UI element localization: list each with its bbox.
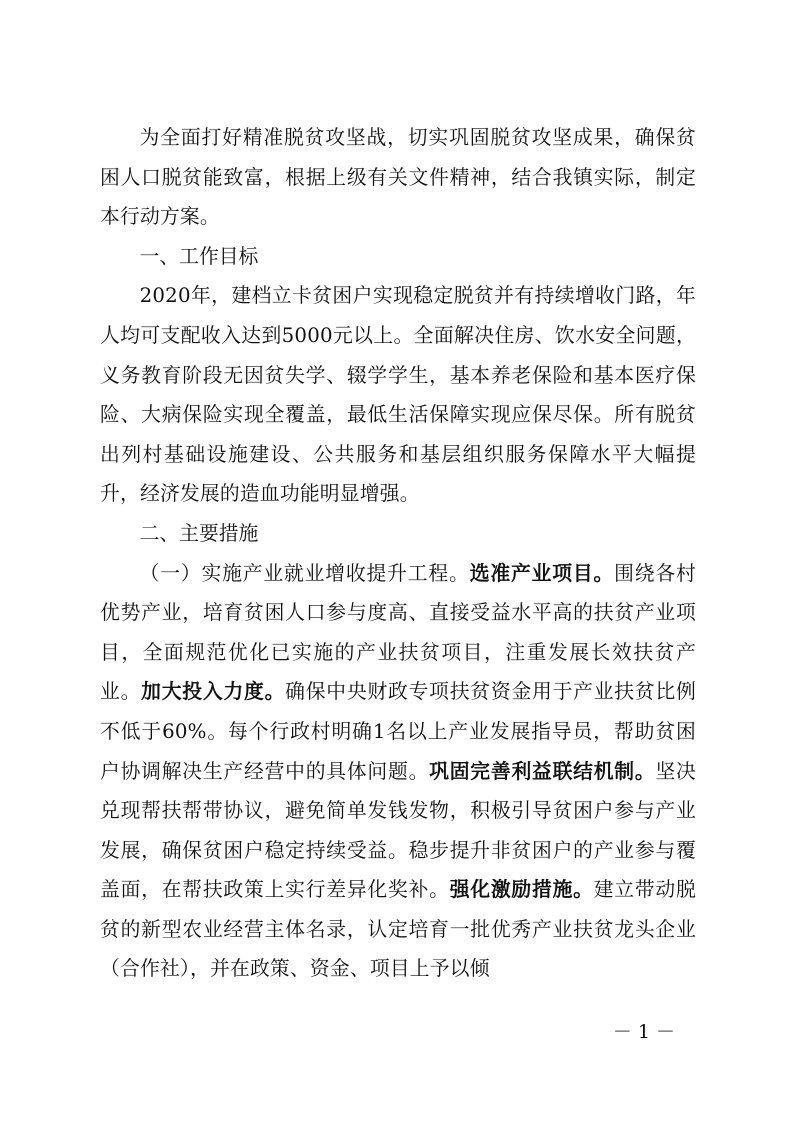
measure-bold-incentives: 强化激励措施。	[449, 878, 594, 902]
page-number: － 1 －	[612, 1021, 675, 1043]
measures-paragraph	[100, 554, 696, 990]
intro-paragraph: 为全面打好精准脱贫攻坚战，切实巩固脱贫攻坚成果，确保贫困人口脱贫能致富，根据上级有关文件精神，结合我镇实际，制定本行动方案。	[100, 126, 696, 229]
goals-paragraph: 2020年，建档立卡贫困户实现稳定脱贫并有持续增收门路，年人均可支配收入达到5000元以上。全面解决住房、饮水安全问题，义务教育阶段无因贫失学、辍学学生，基本养老保险和基本医疗保险、大病保险实现全覆盖，最低生活保障实现应保尽保。所有脱贫出列村基础设施建设、公共服务和基层组织服务保障水平大幅提升，经济发展的造血功能明显增强。	[100, 284, 696, 506]
measure-text-2: 确保中央财政专项扶贫资金用于产业扶贫比例不低于60%。每个行政村明确1名以上产业发展指导员，帮助贫困户协调解决生产经营中的具体问题。	[100, 680, 696, 783]
measure-bold-select-projects: 选准产业项目。	[469, 561, 615, 585]
measure-text-3: 坚决兑现帮扶帮带协议，避免简单发钱发物，积极引导贫困户参与产业发展，确保贫困户稳定持续受益。稳步提升非贫困户的产业参与覆盖面，在帮扶政策上实行差异化奖补。	[100, 759, 697, 902]
measure-text-1: 围绕各村优势产业，培育贫困人口参与度高、直接受益水平高的扶贫产业项目，全面规范优化已实施的产业扶贫项目，注重发展长效扶贫产业。	[100, 561, 696, 704]
measure-lead-text: （一）实施产业就业增收提升工程。	[139, 561, 470, 585]
section-heading-goals: 一、工作目标	[139, 244, 259, 268]
document-body	[100, 118, 696, 989]
measure-bold-benefit-mechanism: 巩固完善利益联结机制。	[429, 759, 656, 783]
measure-bold-increase-investment: 加大投入力度。	[141, 680, 286, 704]
measure-text-4: 建立带动脱贫的新型农业经营主体名录，认定培育一批优秀产业扶贫龙头企业（合作社），并在政策、资金、项目上予以倾	[100, 878, 696, 981]
section-heading-measures: 二、主要措施	[139, 521, 259, 545]
